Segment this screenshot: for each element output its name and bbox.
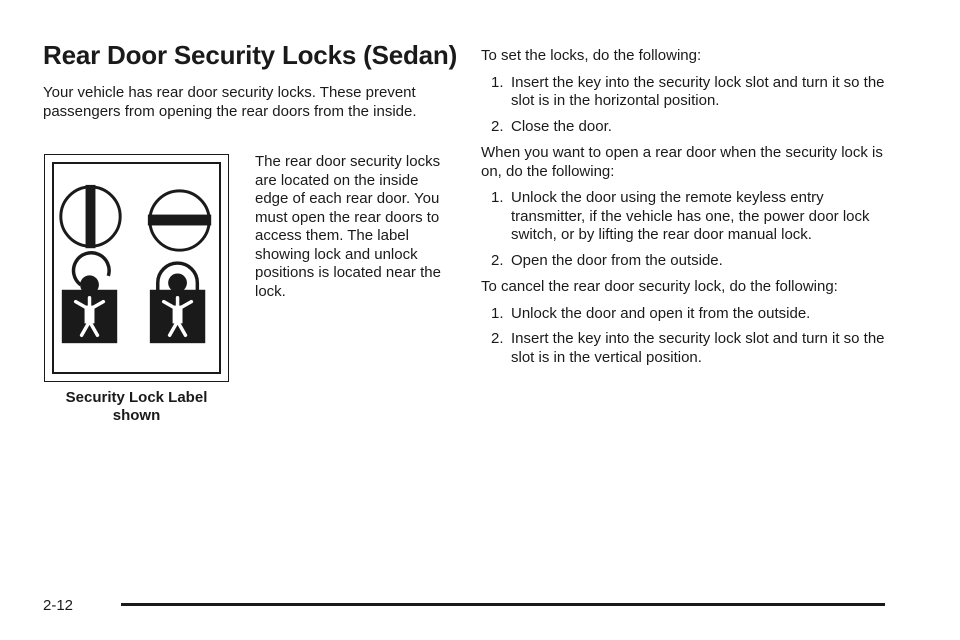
child-unlocked-icon <box>62 253 117 343</box>
page-number: 2-12 <box>43 597 74 614</box>
set-locks-intro: To set the locks, do the following: <box>481 47 702 64</box>
open-door-intro: When you want to open a rear door when the security lock is on, do the following: <box>481 144 883 180</box>
cancel-lock-intro: To cancel the rear door security lock, do the following: <box>481 278 838 295</box>
child-locked-icon <box>150 263 205 343</box>
list-item: 2. Close the door. <box>491 117 612 135</box>
cancel-lock-steps <box>481 305 901 368</box>
footer-rule <box>121 603 885 606</box>
page-title: Rear Door Security Locks (Sedan) <box>43 40 458 70</box>
list-item: 1. Insert the key into the security lock slot and turn it so the slot is in the horizontal position. <box>491 73 885 109</box>
open-door-steps <box>481 189 901 270</box>
security-lock-label-figure <box>44 154 229 382</box>
set-locks-steps <box>481 74 901 137</box>
list-item: 1. Unlock the door and open it from the outside. <box>491 304 811 322</box>
vertical-slot-icon <box>61 185 120 248</box>
lock-location-paragraph: The rear door security locks are located on the inside edge of each rear door. You must open the rear doors to access them. The label showing lock and unlock positions is located near the lock. <box>255 153 441 300</box>
horizontal-slot-icon <box>148 191 211 250</box>
list-item: 2. Insert the key into the security lock slot and turn it so the slot is in the vertical position. <box>491 330 885 366</box>
security-lock-label-illustration <box>45 155 228 381</box>
intro-paragraph: Your vehicle has rear door security locks. These prevent passengers from opening the rear doors from the inside. <box>43 84 417 120</box>
list-item: 1. Unlock the door using the remote keyless entry transmitter, if the vehicle has one, the power door lock switch, or by lifting the rear door manual lock. <box>491 189 870 243</box>
figure-caption: Security Lock Label shown <box>65 389 208 424</box>
instructions-column <box>481 47 901 375</box>
list-item: 2. Open the door from the outside. <box>491 251 723 269</box>
